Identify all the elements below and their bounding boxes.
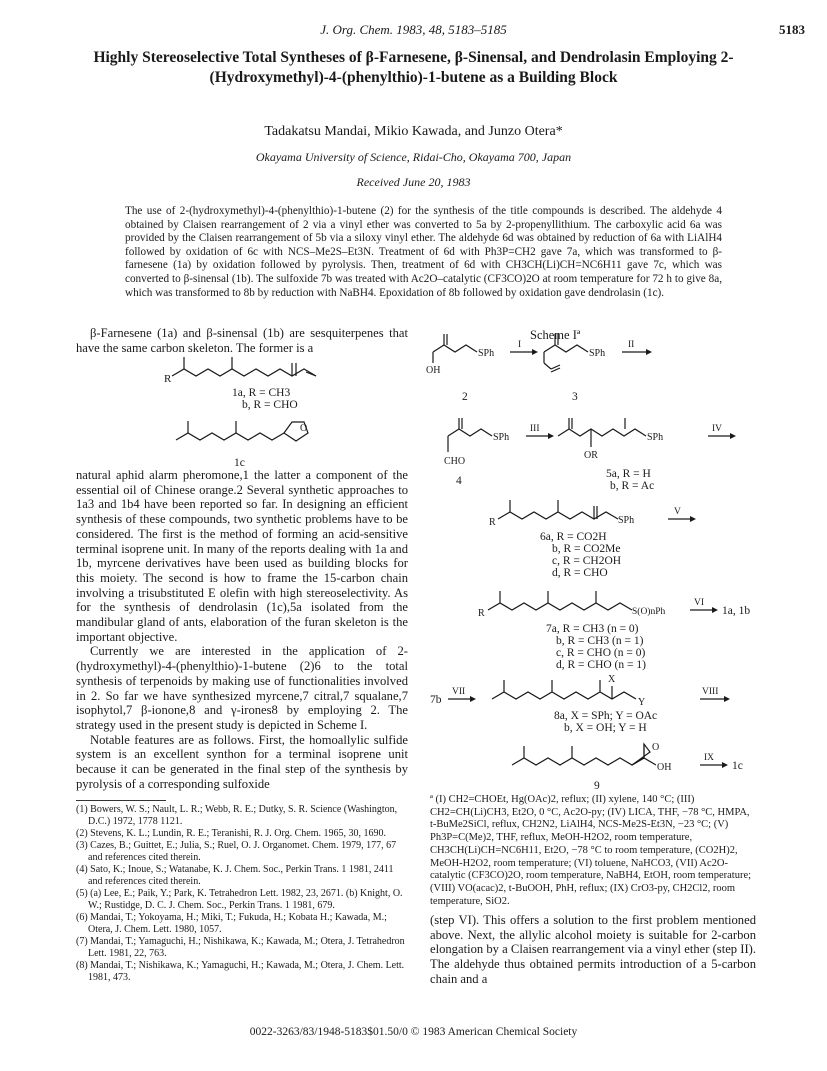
sph-label: SPh <box>618 515 635 526</box>
y-label: Y <box>638 697 646 708</box>
reference-item: (6) Mandai, T.; Yokoyama, H.; Miki, T.; Fukuda, H.; Kobata H.; Kawada, M.; Otera, J. Chem. Lett. 1980, 1057. <box>76 912 387 935</box>
compound-label-7b: b, R = CH3 (n = 1) <box>556 635 644 647</box>
step-label: IX <box>704 753 715 763</box>
sph-label: SPh <box>493 432 510 443</box>
x-label: X <box>608 674 616 685</box>
received-date: Received June 20, 1983 <box>356 175 471 189</box>
copyright-footer: 0022-3263/83/1948-5183$01.50/0 © 1983 American Chemical Society <box>249 1026 578 1038</box>
structure-1ab <box>172 357 316 376</box>
compound-label-3: 3 <box>572 391 578 403</box>
sph-label: SPh <box>589 348 606 359</box>
compound-label-1b: b, R = CHO <box>242 399 298 411</box>
compound-label-7c: c, R = CHO (n = 0) <box>556 647 646 659</box>
reference-item: (2) Stevens, K. L.; Lundin, R. E.; Teranishi, R. J. Org. Chem. 1965, 30, 1690. <box>76 828 387 839</box>
compound-label-6b: b, R = CO2Me <box>552 543 621 555</box>
body-paragraph-2: Currently we are interested in the application of 2-(hydroxymethyl)-4-(phenylthio)-1-butene (2)6 to the total synthesis of terpenoids by making use of functionalities involved in 2. So far we have synthesized myrcene,7 citral,7 squalane,7 isophytol,7 β-ionone,8 and γ-irones8 by employing 2. The strategy used in the present study is depicted in Scheme I. <box>76 644 408 732</box>
structure-2 <box>433 334 477 363</box>
affiliation: Okayama University of Science, Ridai-Cho, Okayama 700, Japan <box>255 150 572 164</box>
authors: Tadakatsu Mandai, Mikio Kawada, and Junzo Otera* <box>264 124 563 139</box>
reference-item: (1) Bowers, W. S.; Nault, L. R.; Webb, R. E.; Dutky, S. R. Science (Washington, D.C.) 1972, 1778 1121. <box>76 804 398 827</box>
product-label-1c: 1c <box>732 760 743 772</box>
structure-9 <box>512 744 656 765</box>
structure-3 <box>544 334 588 372</box>
compound-label-9: 9 <box>594 780 600 792</box>
structure-6 <box>498 500 618 519</box>
step-label: II <box>628 340 635 350</box>
compound-label-1c: 1c <box>234 457 245 469</box>
intro-paragraph: β-Farnesene (1a) and β-sinensal (1b) are sesquiterpenes that have the same carbon skeleton. The former is a <box>76 326 408 355</box>
or-label: OR <box>584 450 598 461</box>
product-label-1ab: 1a, 1b <box>722 605 751 617</box>
compound-label-5b: b, R = Ac <box>610 480 655 492</box>
structure-1c <box>176 421 308 441</box>
structure-5 <box>558 418 646 447</box>
compound-label-8a: 8a, X = SPh; Y = OAc <box>554 710 658 722</box>
step-label: VII <box>452 687 466 697</box>
reference-item: (5) (a) Lee, E.; Paik, Y.; Park, K. Tetrahedron Lett. 1982, 23, 2671. (b) Knight, O. W.; Rustidge, D. C. J. Chem. Soc., Perkin Trans. 1 1981, 679. <box>76 888 403 911</box>
compound-label-2: 2 <box>462 391 468 403</box>
sph-label: SPh <box>478 348 495 359</box>
sph-label: SPh <box>647 432 664 443</box>
step-label: III <box>530 424 540 434</box>
furan-oxygen: O <box>300 423 308 434</box>
abstract: The use of 2-(hydroxymethyl)-4-(phenylthio)-1-butene (2) for the synthesis of the title compounds is described. The aldehyde 4 obtained by Claisen rearrangement of 2 via a vinyl ether was converted to 5a by 2-propenyllithium. The carboxylic acid 6a was provided by the Claisen rearrangement of 5b via a siloxy vinyl ether. The aldehyde 6d was obtained by reduction of 6a with LiAlH4 followed by oxidation of 6c with NCS–Me2S–Et3N. Treatment of 6d with Ph3P=CH2 gave 7a, which was transformed to β-farnesene (1a) by oxidation followed by pyrolysis. Then, treatment of 6d with CH3CH(Li)CH=NC6H11 gave 7c, which was converted to β-sinensal (1b). The sulfoxide 7b was treated with Ac2O–catalytic (CF3CO)2O at room temperature for 72 h to give 8a, which was transformed to 8b by reduction with NaBH4. Epoxidation of 8b followed by oxidation gave dendrolasin (1c). <box>125 205 722 299</box>
oh-label: OH <box>657 762 672 773</box>
r-label: R <box>164 373 172 385</box>
scheme-footnote: ª (I) CH2=CHOEt, Hg(OAc)2, reflux; (II) xylene, 140 °C; (III) CH2=CH(Li)CH3, Et2O, 0 °C, Ac2O-py; (IV) LICA, THF, −78 °C, HMPA, t-BuMe2SiCl, reflux, CH2N2, LiAlH4, NCS-Me2S-Et3N, −23 °C; (V) Ph3P=C(Me)2, THF, reflux, MeOH-H2O2, room temperature, CH3CH(Li)CH=NC6H11, Et2O, −78 °C to room temperature, (CO2H)2, MeOH-H2O2, room temperature; (VI) toluene, NaHCO3, (VII) Ac2O-catalytic (CF3CO)2O, room temperature, NaBH4, EtOH, room temperature; (VIII) VO(acac)2, t-BuOOH, PhH, reflux; (IX) CrO3-py, CH2Cl2, room temperature, SiO2. <box>430 794 752 907</box>
cho-label: CHO <box>444 456 466 467</box>
compound-label-7a: 7a, R = CH3 (n = 0) <box>546 623 639 635</box>
compound-label-7d: d, R = CHO (n = 1) <box>556 659 646 671</box>
oh-label: OH <box>426 365 441 376</box>
r-label: R <box>489 517 496 528</box>
step-label: VIII <box>702 687 719 697</box>
body-paragraph-3: Notable features are as follows. First, the homoallylic sulfide system is an excellent synthon for a terminal isoprene unit because it can be generated in the final step of the synthesis by pyrolysis of a corresponding sulfoxide <box>76 732 408 791</box>
sulfoxide-label: S(O)nPh <box>632 607 666 617</box>
scheme-title: Scheme Iª <box>530 328 581 342</box>
compound-label-6d: d, R = CHO <box>552 567 608 579</box>
compound-label-6a: 6a, R = CO2H <box>540 531 607 543</box>
structure-7 <box>488 591 632 610</box>
reference-item: (7) Mandai, T.; Yamaguchi, H.; Nishikawa, K.; Kawada, M.; Otera, J. Tetrahedron Lett. 1981, 22, 763. <box>76 936 405 959</box>
article-title: Highly Stereoselective Total Syntheses of β-Farnesene, β-Sinensal, and Dendrolasin Employing 2-(Hydroxymethyl)-4-(phenylthio)-1-butene as a Building Block <box>93 49 734 86</box>
step-label: V <box>674 507 681 517</box>
epoxide-oxygen: O <box>652 742 660 753</box>
step-label: VI <box>694 598 705 608</box>
r-label: R <box>478 608 485 619</box>
journal-header: J. Org. Chem. 1983, 48, 5183–5185 <box>320 22 507 37</box>
reference-item: (3) Cazes, B.; Guittet, E.; Julia, S.; Ruel, O. J. Organomet. Chem. 1979, 177, 67 and references cited therein. <box>76 840 397 863</box>
step-label: I <box>518 340 522 350</box>
compound-label-4: 4 <box>456 475 462 487</box>
reference-item: (8) Mandai, T.; Nishikawa, K.; Yamaguchi, H.; Kawada, M.; Otera, J. Chem. Lett. 1981, 473. <box>76 960 405 983</box>
page-number: 5183 <box>779 22 805 37</box>
reference-item: (4) Sato, K.; Inoue, S.; Watanabe, K. J. Chem. Soc., Perkin Trans. 1 1981, 2411 and references cited therein. <box>76 864 394 887</box>
compound-label-1a: 1a, R = CH3 <box>232 387 291 399</box>
body-paragraph-1: natural aphid alarm pheromone,1 the latter a component of the essential oil of Chinese orange.2 Several synthetic approaches to 1a3 and 1b4 have been reported so far. In designing an efficient synthesis of these compounds, two synthetic problems have to be considered. The first is the method of forming an acid-sensitive terminal isoprene unit. In many of the reports dealing with 1a and 1b, myrcene derivatives have been used as building blocks for this moiety. The second is how to frame the 15-carbon chain involving a trisubstituted E olefin with high stereoselectivity. As for the synthesis of dendrolasin (1c),5a isolated from the mandibular gland of ants, elaboration of the furan skeleton is the important objective. <box>76 468 408 644</box>
start-label-7b: 7b <box>430 694 442 706</box>
compound-label-6c: c, R = CH2OH <box>552 555 622 567</box>
structure-4 <box>448 418 492 452</box>
compound-label-5a: 5a, R = H <box>606 468 651 480</box>
step-label: IV <box>712 424 723 434</box>
compound-label-8b: b, X = OH; Y = H <box>564 722 647 734</box>
body-text-right: (step VI). This offers a solution to the first problem mentioned above. Next, the allylic alcohol moiety is suitable for 2-carbon elongation by a Claisen rearrangement via a vinyl ether (step II). The aldehyde thus obtained permits introduction of a 5-carbon chain and a <box>430 913 756 986</box>
